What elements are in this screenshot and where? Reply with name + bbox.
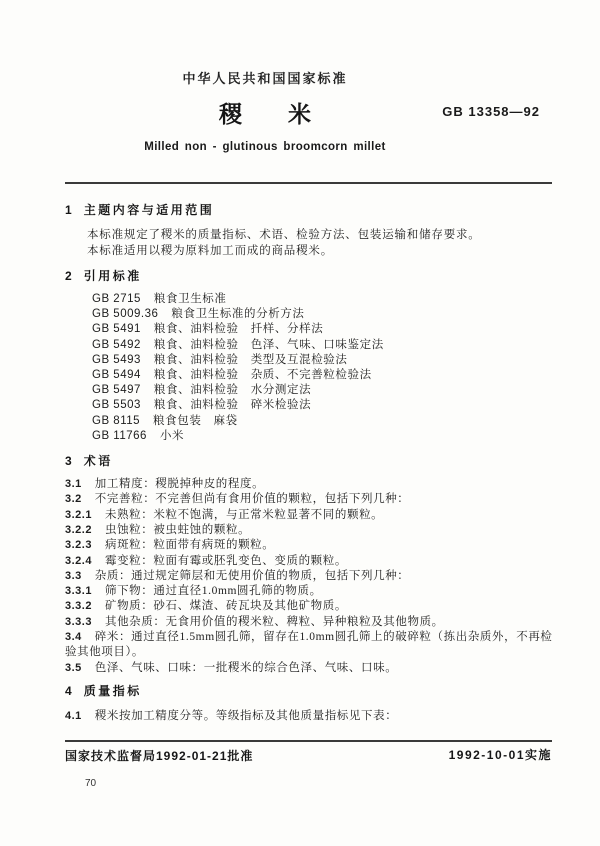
national-standard-label: 中华人民共和国国家标准 [182,71,348,86]
clause-number: 3.3 [65,569,82,582]
clause-text: 矿物质：砂石、煤渣、砖瓦块及其他矿物质。 [104,600,347,613]
clause-row [65,523,554,538]
clause-text: 霉变粒：粒面有霉或胚乳变色、变质的颗粒。 [104,554,347,567]
reference-name: 粮食、油料检验 扦样、分样法 [153,323,324,336]
clause-number: 3.2.4 [65,554,92,567]
reference-row [65,338,554,353]
clause-text: 其他杂质：无食用价值的稷米粒、稗粒、异种粮粒及其他物质。 [104,615,444,628]
reference-row [65,307,554,322]
clause-row [65,554,554,569]
clause-number: 3.2 [65,493,82,506]
clause-row [65,630,554,661]
reference-name: 粮食卫生标准的分析方法 [171,308,305,321]
clause-text: 碎米：通过直径1.5mm圆孔筛，留存在1.0mm圆孔筛上的破碎粒（拣出杂质外，不再检验其他项目）。 [65,631,553,659]
reference-row [65,322,554,337]
reference-code: GB 2715 [92,293,141,305]
section-2-number: 2 [65,269,72,283]
clause-row [65,661,554,676]
clause-text: 病斑粒：粒面带有病斑的颗粒。 [104,539,275,552]
clause-row [65,538,554,553]
reference-row [65,353,554,368]
reference-name: 粮食、油料检验 水分测定法 [153,384,312,397]
reference-code: GB 5491 [92,323,141,336]
clause-row [65,709,554,724]
reference-code: GB 5497 [92,384,141,397]
clause-number: 3.2.2 [65,523,92,536]
clause-text: 加工精度：稷脱掉种皮的程度。 [94,478,265,491]
clause-number: 3.3.2 [65,600,92,613]
clause-text: 不完善粒：不完善但尚有食用价值的颗粒，包括下列几种： [94,493,410,506]
clause-row [65,569,554,584]
clause-number: 3.3.1 [65,585,92,598]
terms-clause-list [65,477,554,676]
section-4-number: 4 [65,683,72,698]
section-4-heading [65,683,554,699]
section-2-title: 引用标准 [83,269,142,283]
quality-clause-list [65,709,554,724]
reference-name: 粮食、油料检验 类型及互混检验法 [153,353,348,366]
reference-name: 粮食卫生标准 [153,293,227,305]
clause-number: 3.1 [65,478,82,491]
clause-text: 虫蚀粒：被虫蛀蚀的颗粒。 [104,523,251,536]
clause-number: 3.5 [65,661,82,674]
reference-name: 粮食包装 麻袋 [153,414,238,427]
paragraph: 本标准适用以稷为原料加工而成的商品稷米。 [87,244,333,257]
reference-row [65,383,554,398]
reference-list [65,292,554,444]
document-title-chinese: 稷 米 [219,101,311,127]
clause-row [65,615,554,630]
reference-row [65,292,554,307]
clause-text: 筛下物：通过直径1.0mm圆孔筛的物质。 [104,585,322,598]
reference-row [65,414,554,429]
section-1-paragraphs [65,228,554,259]
reference-code: GB 5009.36 [92,308,159,321]
clause-text: 稷米按加工精度分等。等级指标及其他质量指标见下表： [94,709,398,722]
section-1-number: 1 [65,203,72,217]
clause-row [65,477,554,492]
standard-number: GB 13358—92 [442,104,540,119]
reference-name: 小米 [159,429,185,442]
reference-code: GB 5494 [92,369,141,382]
clause-number: 3.4 [65,631,82,643]
reference-row [65,398,554,413]
clause-text: 杂质：通过规定筛层和无使用价值的物质，包括下列几种： [94,569,410,582]
clause-number: 4.1 [65,709,82,722]
section-3-heading [65,453,554,469]
reference-code: GB 5503 [92,399,141,412]
clause-row [65,599,554,614]
reference-row [65,368,554,383]
section-3-number: 3 [65,454,72,469]
paragraph: 本标准规定了稷米的质量指标、术语、检验方法、包装运输和储存要求。 [87,229,481,241]
clause-number: 3.2.1 [65,508,92,521]
document-body [65,196,554,724]
implementation-date: 1992-10-01实施 [448,748,552,762]
clause-number: 3.3.3 [65,615,92,628]
clause-number: 3.2.3 [65,539,92,552]
reference-code: GB 8115 [92,414,141,427]
clause-text: 色泽、气味、口味：一批稷米的综合色泽、气味、口味。 [94,661,398,674]
footer-divider [65,740,552,742]
clause-text: 未熟粒：米粒不饱满，与正常米粒显著不同的颗粒。 [104,508,384,521]
clause-row [65,584,554,599]
reference-code: GB 5493 [92,353,141,366]
section-2-heading [65,268,554,284]
reference-name: 粮食、油料检验 杂质、不完善粒检验法 [153,369,372,382]
document-title-english: Milled non - glutinous broomcorn millet [144,141,386,153]
reference-row [65,429,554,444]
page-number: 70 [85,778,97,789]
header-divider [65,182,552,184]
reference-code: GB 5492 [92,338,141,351]
reference-code: GB 11766 [92,429,147,442]
section-1-heading [65,202,554,218]
approval-note: 国家技术监督局1992-01-21批准 [65,749,254,763]
section-3-title: 术语 [83,454,113,469]
clause-row [65,492,554,507]
reference-name: 粮食、油料检验 色泽、气味、口味鉴定法 [153,338,384,351]
section-4-title: 质量指标 [83,683,142,698]
section-1-title: 主题内容与适用范围 [83,203,215,217]
reference-name: 粮食、油料检验 碎米检验法 [153,399,312,412]
clause-row [65,508,554,523]
